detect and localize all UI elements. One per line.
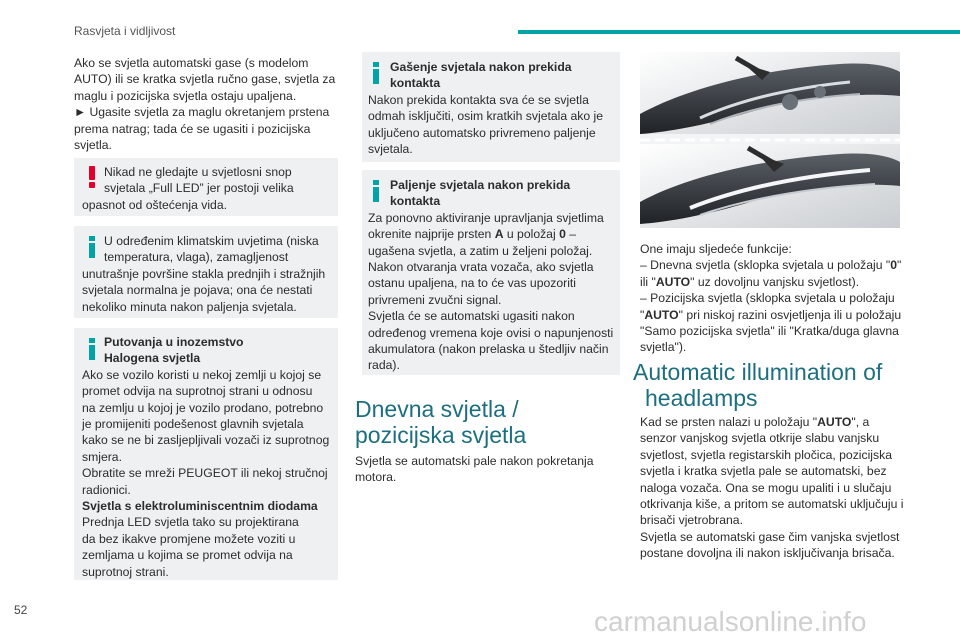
text-line: rada). [368, 358, 400, 373]
text-line: naloga vozača. Ona se mogu upaliti i u slučaju [640, 480, 892, 495]
text-line: svjetla i kratka svjetla pale se automatski, bez [640, 464, 887, 479]
text-line: radionici. [82, 482, 131, 497]
box-title: kontakta [390, 76, 441, 91]
position-label: AUTO [644, 307, 679, 322]
text-line [640, 307, 910, 323]
text-span: – [565, 227, 577, 242]
position-label: AUTO [655, 274, 691, 289]
ring-label: A [494, 227, 504, 242]
section-heading-line: Automatic illumination of [633, 359, 883, 385]
info-box-travel [74, 328, 338, 580]
box-title: Paljenje svjetala nakon prekida [390, 178, 571, 192]
text-line: uključeno automatsko privremeno paljenje [368, 125, 596, 140]
info-box-climate [74, 226, 338, 318]
position-label: 0 [559, 227, 566, 242]
text-line: senzor vanjskog svjetla otkrije slabu vanjsku [640, 431, 880, 446]
text-line: Svjetla se automatski gase čim vanjska svjetlost [640, 529, 900, 544]
text-line: nekoliko minuta nakon paljenja svjetala. [82, 299, 297, 314]
section-heading-line: pozicijska svjetla [355, 422, 527, 448]
text-line: ostanu upaljena, na to će vas upozoriti [368, 276, 577, 291]
text-line: brisači vjetrobrana. [640, 513, 743, 528]
text-line: svjetala normalna je pojava; ona će nestati [82, 283, 313, 298]
text-line: Nakon prekida kontakta sva će se svjetla [368, 92, 589, 107]
watermark: carmanualsonline.info [594, 606, 867, 637]
text-line: AUTO) ili se kratka svjetla ručno gase, svjetla za [74, 72, 336, 87]
warning-box [74, 158, 338, 216]
box-title: Putovanja u inozemstvo [104, 335, 244, 349]
box-title: Gašenje svjetala nakon prekida [390, 60, 572, 74]
box-subtitle: Halogena svjetla [104, 351, 201, 366]
text-line: Nakon otvaranja vrata vozača, ako svjetla [368, 260, 594, 275]
text-line: temperatura, vlaga), zamagljenost [104, 250, 289, 265]
text-line: svjetla. [74, 138, 112, 153]
text-line: akumulatora (nakon prelaska u štedljiv način [368, 342, 609, 357]
text-line: prema natrag; tada će se ugasiti i pozicijska [74, 121, 311, 136]
text-span: " uz dovoljnu vanjsku svjetlost). [690, 274, 860, 289]
header-accent-bar [518, 30, 960, 34]
text-line: na zemlju u kojoj je vozilo prodano, potrebno [82, 400, 324, 415]
text-span: ", a [851, 415, 870, 429]
text-line: motora. [355, 470, 397, 485]
text-span: " [640, 307, 645, 322]
headlamp-illustration [640, 52, 900, 228]
text-line: Za ponovno aktiviranje upravljanja svjetlima [368, 210, 604, 225]
intro-text [74, 55, 338, 153]
text-line: svjetlost, svjetla registarskih pločica, pozicijska [640, 447, 892, 462]
text-line: Obratite se mreži PEUGEOT ili nekoj stručnoj [82, 466, 328, 481]
drl-text [355, 453, 619, 486]
text-line: svjetla"). [640, 340, 687, 355]
text-line: je promijeniti podešenost glavnih svjetala [82, 417, 304, 432]
text-line: određenog vremena koje ovisi o napunjenosti [368, 325, 614, 340]
section-heading-line: headlamps [645, 385, 758, 411]
text-span: " pri niskoj razini osvjetljenja ili u položaju [678, 307, 902, 322]
text-span: ili " [640, 274, 656, 289]
text-line: kako se ne bi zasljepljivali vozači iz suprotnog [82, 433, 330, 448]
text-span: – Dnevna svjetla (sklopka svjetala u položaju " [640, 258, 891, 273]
text-line: suprotnoj strani. [82, 564, 169, 579]
page-number: 52 [14, 603, 28, 617]
text-line: svjetala. [368, 142, 413, 157]
info-box-lights-on [362, 170, 620, 375]
text-line: smjera. [82, 449, 122, 464]
functions-text [640, 241, 910, 356]
text-line: Svjetla se automatski pale nakon pokretanja [355, 454, 594, 468]
section-heading-auto [633, 359, 913, 411]
text-line: zemljama u kojima se promet odvija na [82, 548, 293, 563]
text-line: Nikad ne gledajte u svjetlosni snop [104, 165, 292, 179]
text-span: Kad se prsten nalazi u položaju " [640, 415, 818, 429]
text-line: Prednja LED svjetla tako su projektirana [82, 515, 299, 530]
text-line: Ako se vozilo koristi u nekoj zemlji u kojoj se [82, 367, 322, 382]
text-line: Ako se svjetla automatski gase (s modelom [74, 56, 309, 70]
box-subheading: Svjetla s elektroluminiscentnim diodama [82, 499, 318, 514]
position-label: AUTO [817, 415, 852, 429]
text-line: One imaju sljedeće funkcije: [640, 242, 792, 256]
text-line [640, 257, 910, 273]
text-span: okrenite najprije prsten [368, 227, 495, 242]
section-heading-drl [355, 396, 619, 448]
auto-text [640, 414, 912, 562]
text-line: da bez ikakve promjene možete voziti u [82, 531, 296, 546]
text-line [640, 414, 912, 430]
text-line: ► Ugasite svjetla za maglu okretanjem prstena [74, 105, 330, 120]
section-heading-line: Dnevna svjetla / [355, 396, 519, 422]
text-line: Svjetla će se automatski ugasiti nakon [368, 309, 575, 324]
text-line: otkrivanja kiše, a pritom se automatski uključuju i [640, 497, 904, 512]
text-line: odmah isključiti, osim kratkih svjetala ako je [368, 109, 604, 124]
box-title: kontakta [390, 194, 441, 209]
text-line [640, 274, 910, 290]
headlamp-drawing [640, 52, 900, 228]
text-line: – Pozicijska svjetla (sklopka svjetala u položaju [640, 291, 895, 306]
text-line: privremeni zvučni signal. [368, 292, 502, 307]
text-line: postane dovoljna ili nakon isključivanja brisača. [640, 546, 895, 561]
text-line: U određenim klimatskim uvjetima (niska [104, 234, 319, 248]
text-line: promet odvija na suprotnoj strani u odnosu [82, 384, 313, 399]
header-title: Rasvjeta i vidljivost [74, 24, 176, 38]
text-line: maglu i pozicijska svjetla ostaju upaljena. [74, 88, 297, 103]
text-line: "Samo pozicijska svjetla" ili "Kratka/duga glavna [640, 324, 899, 339]
position-label: 0 [890, 258, 898, 273]
text-span: " [897, 258, 902, 273]
text-line: ugašena svjetla, a zatim u željeni položaj. [368, 243, 593, 258]
text-line [368, 226, 618, 242]
text-line: svjetala „Full LED” jer postoji velika [104, 181, 294, 196]
info-box-lights-off [362, 52, 620, 162]
text-line: unutrašnje površine stakla prednjih i stražnjih [82, 266, 326, 281]
text-line: opasnot od oštećenja vida. [82, 197, 228, 212]
text-span: u položaj [503, 227, 560, 242]
